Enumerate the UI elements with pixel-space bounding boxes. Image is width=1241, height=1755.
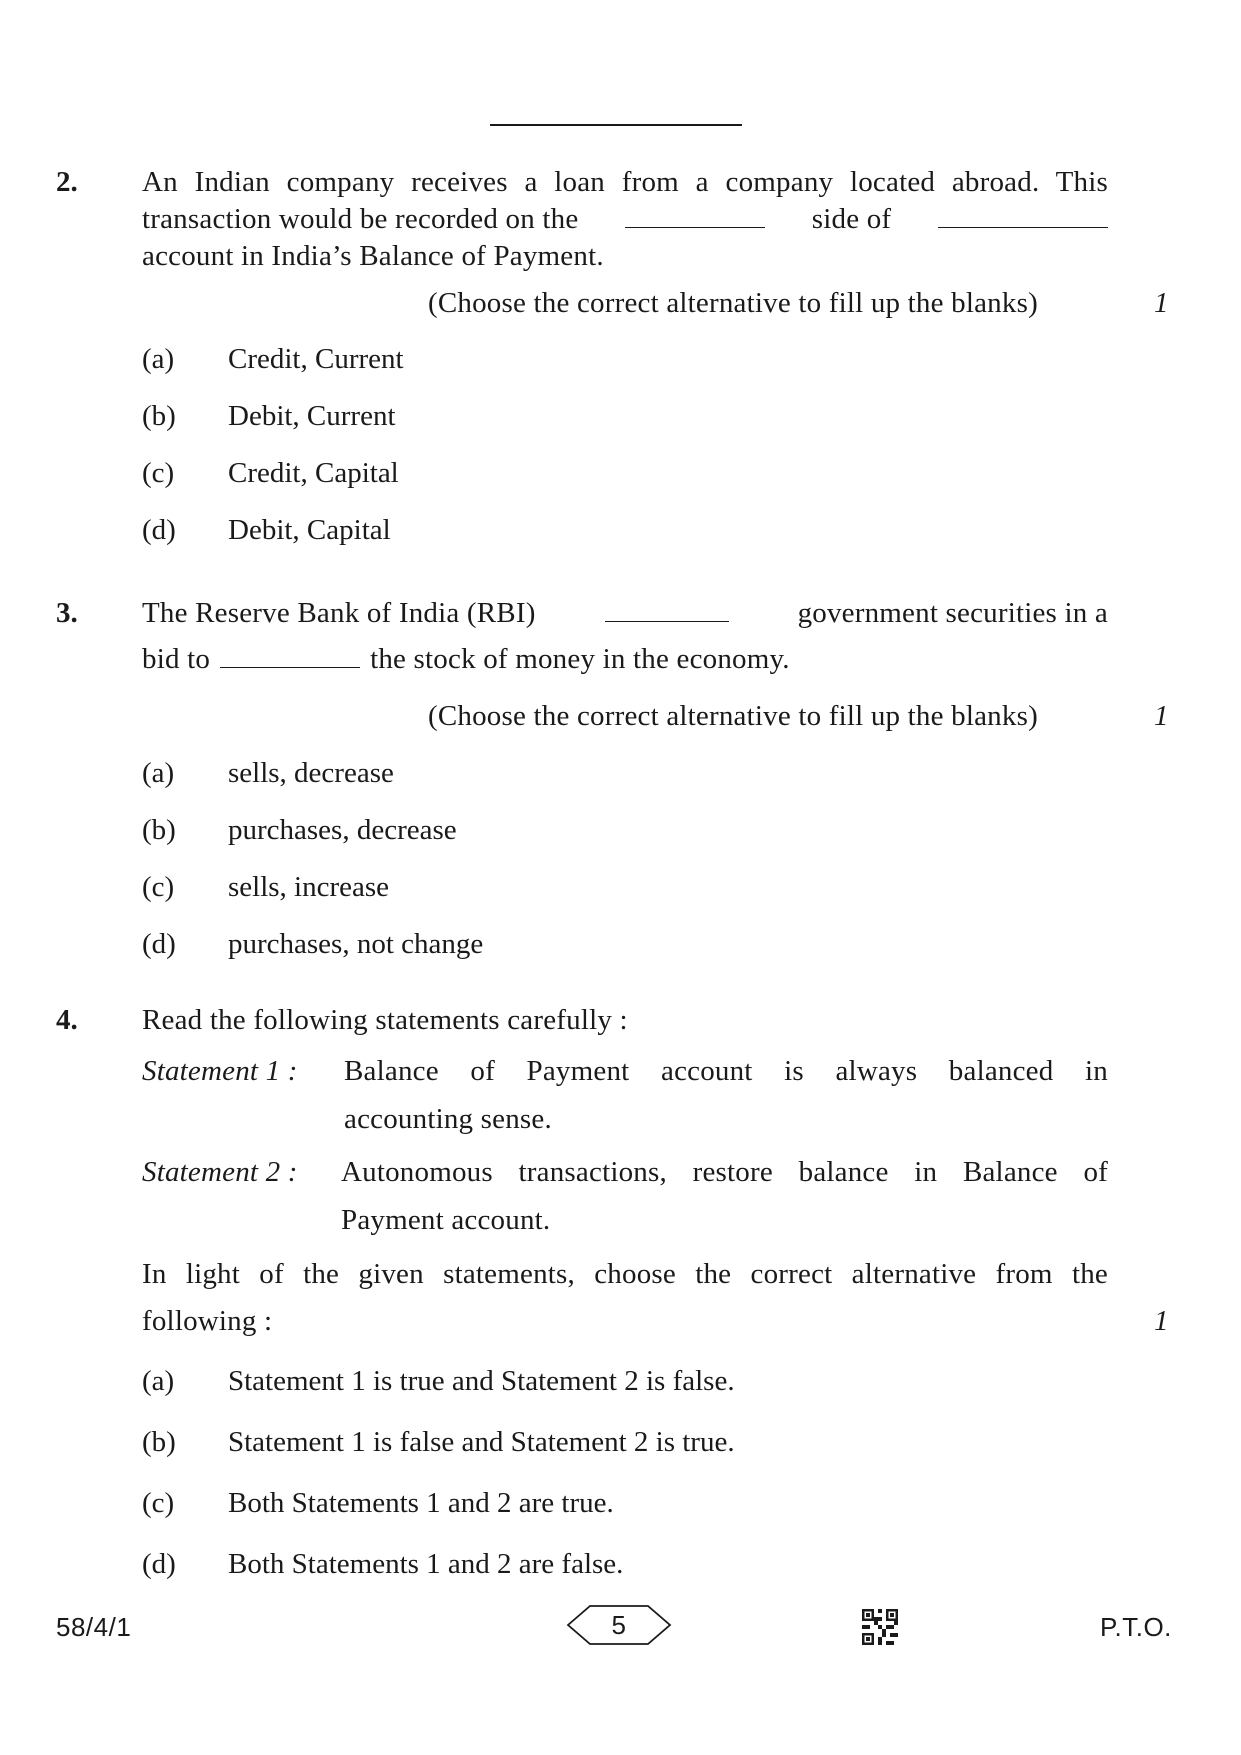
question-3-blank-1 xyxy=(605,620,729,622)
page-number-badge xyxy=(566,1604,672,1646)
question-3-stem-part-d: the stock of money in the economy. xyxy=(370,643,790,675)
question-4-option-b-label: (b) xyxy=(142,1426,176,1458)
qr-code-icon xyxy=(862,1609,898,1645)
question-4-option-d-label: (d) xyxy=(142,1548,176,1580)
question-4-option-b: Statement 1 is false and Statement 2 is true. xyxy=(228,1426,735,1458)
question-4-prompt-line2: following : xyxy=(142,1305,273,1337)
statement-2-line1: Autonomous transactions, restore balance in Balance of xyxy=(341,1156,1108,1188)
question-2-option-d-label: (d) xyxy=(142,514,176,546)
question-3-marks: 1 xyxy=(1154,700,1169,732)
question-2-marks: 1 xyxy=(1154,287,1169,319)
question-2-option-b-label: (b) xyxy=(142,400,176,432)
question-3-option-b-label: (b) xyxy=(142,814,176,846)
please-turn-over: P.T.O. xyxy=(1100,1612,1172,1642)
question-3-stem-line2 xyxy=(142,643,790,676)
question-3-instruction: (Choose the correct alternative to fill up the blanks) xyxy=(428,700,1038,732)
question-2-instruction: (Choose the correct alternative to fill up the blanks) xyxy=(428,287,1038,319)
question-3-option-c-label: (c) xyxy=(142,871,175,903)
statement-1-label: Statement 1 : xyxy=(142,1055,298,1087)
question-3-option-a: sells, decrease xyxy=(228,757,394,789)
question-2-stem-part-a: transaction would be recorded on the xyxy=(142,203,579,235)
question-4-option-c: Both Statements 1 and 2 are true. xyxy=(228,1487,614,1519)
question-2-option-d: Debit, Capital xyxy=(228,514,391,546)
question-2-stem-line3: account in India’s Balance of Payment. xyxy=(142,240,604,272)
question-2-blank-2 xyxy=(938,226,1108,228)
question-2-stem-part-b: side of xyxy=(811,203,892,235)
qr-code-graphic xyxy=(862,1609,898,1645)
question-2-stem-line1: An Indian company receives a loan from a company located abroad. This xyxy=(142,166,1108,198)
question-3-option-a-label: (a) xyxy=(142,757,175,789)
question-4-option-c-label: (c) xyxy=(142,1487,175,1519)
page-number: 5 xyxy=(611,1610,627,1640)
top-divider xyxy=(490,124,742,126)
question-4-marks: 1 xyxy=(1154,1305,1169,1337)
question-3-option-c: sells, increase xyxy=(228,871,390,903)
question-3-stem-part-c: bid to xyxy=(142,643,211,675)
question-3-stem-part-a: The Reserve Bank of India (RBI) xyxy=(142,597,536,629)
question-3-number: 3. xyxy=(56,597,78,629)
question-4-option-a: Statement 1 is true and Statement 2 is false. xyxy=(228,1365,735,1397)
question-2-number: 2. xyxy=(56,166,78,198)
question-2-option-c: Credit, Capital xyxy=(228,457,399,489)
paper-code: 58/4/1 xyxy=(56,1612,132,1642)
question-4-stem: Read the following statements carefully : xyxy=(142,1004,628,1036)
statement-1-line2: accounting sense. xyxy=(344,1103,552,1135)
question-4-prompt-line1: In light of the given statements, choose the correct alternative from the xyxy=(142,1258,1108,1290)
question-2-option-b: Debit, Current xyxy=(228,400,396,432)
question-3-option-d: purchases, not change xyxy=(228,928,484,960)
question-3-option-d-label: (d) xyxy=(142,928,176,960)
question-3-stem-line1 xyxy=(142,597,1108,630)
question-4-option-a-label: (a) xyxy=(142,1365,175,1397)
statement-2-label: Statement 2 : xyxy=(142,1156,298,1188)
question-3-option-b: purchases, decrease xyxy=(228,814,457,846)
question-3-blank-2 xyxy=(220,666,360,668)
statement-1-line1: Balance of Payment account is always balanced in xyxy=(344,1055,1108,1087)
question-3-stem-part-b: government securities in a xyxy=(797,597,1108,629)
question-2-option-a: Credit, Current xyxy=(228,343,404,375)
statement-2-line2: Payment account. xyxy=(341,1204,551,1236)
question-4-option-d: Both Statements 1 and 2 are false. xyxy=(228,1548,624,1580)
question-2-blank-1 xyxy=(625,226,765,228)
question-2-option-c-label: (c) xyxy=(142,457,175,489)
question-2-stem-line2 xyxy=(142,203,1108,236)
question-4-number: 4. xyxy=(56,1004,78,1036)
question-2-option-a-label: (a) xyxy=(142,343,175,375)
